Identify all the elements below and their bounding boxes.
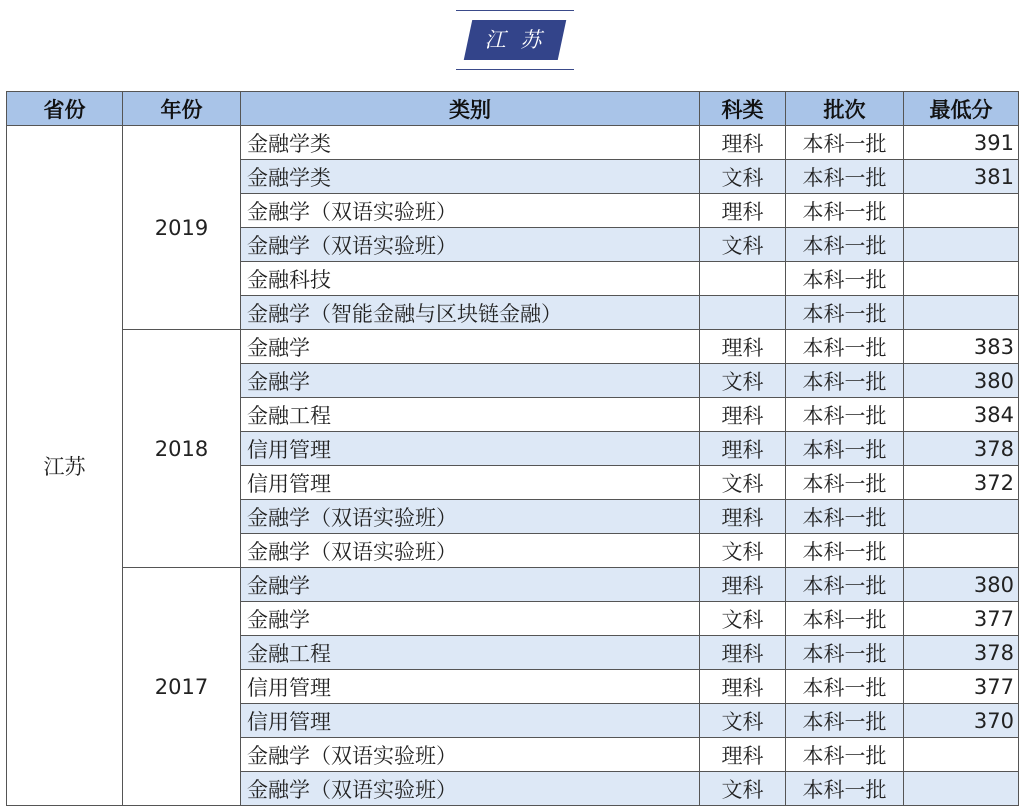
- category-cell: 金融学类: [241, 160, 700, 194]
- batch-cell: 本科一批: [786, 432, 904, 466]
- subject-cell: 理科: [700, 500, 786, 534]
- batch-cell: 本科一批: [786, 500, 904, 534]
- batch-cell: 本科一批: [786, 194, 904, 228]
- subject-cell: 文科: [700, 602, 786, 636]
- table-body: [7, 126, 1019, 806]
- category-cell: 金融学: [241, 330, 700, 364]
- min-score-cell: [904, 738, 1019, 772]
- subject-cell: 理科: [700, 194, 786, 228]
- min-score-cell: 381: [904, 160, 1019, 194]
- category-cell: 金融工程: [241, 636, 700, 670]
- year-cell: 2018: [123, 330, 241, 568]
- min-score-cell: 378: [904, 636, 1019, 670]
- header-year: 年份: [123, 92, 241, 126]
- min-score-cell: [904, 194, 1019, 228]
- batch-cell: 本科一批: [786, 738, 904, 772]
- subject-cell: 理科: [700, 738, 786, 772]
- table-row: [7, 330, 1019, 364]
- year-cell: 2017: [123, 568, 241, 806]
- subject-cell: 理科: [700, 670, 786, 704]
- batch-cell: 本科一批: [786, 126, 904, 160]
- header-min-score: 最低分: [904, 92, 1019, 126]
- batch-cell: 本科一批: [786, 568, 904, 602]
- table-row: [7, 568, 1019, 602]
- min-score-cell: 380: [904, 364, 1019, 398]
- subject-cell: 理科: [700, 398, 786, 432]
- subject-cell: 理科: [700, 330, 786, 364]
- subject-cell: 理科: [700, 126, 786, 160]
- subject-cell: 文科: [700, 160, 786, 194]
- admission-score-table: [6, 91, 1019, 806]
- subject-cell: [700, 262, 786, 296]
- banner-title: 江 苏: [484, 28, 546, 52]
- subject-cell: 文科: [700, 534, 786, 568]
- category-cell: 金融学（智能金融与区块链金融）: [241, 296, 700, 330]
- header-subject: 科类: [700, 92, 786, 126]
- category-cell: 金融学: [241, 602, 700, 636]
- subject-cell: 文科: [700, 364, 786, 398]
- min-score-cell: 378: [904, 432, 1019, 466]
- category-cell: 金融工程: [241, 398, 700, 432]
- min-score-cell: [904, 296, 1019, 330]
- header-batch: 批次: [786, 92, 904, 126]
- min-score-cell: 370: [904, 704, 1019, 738]
- batch-cell: 本科一批: [786, 772, 904, 806]
- min-score-cell: 380: [904, 568, 1019, 602]
- category-cell: 信用管理: [241, 432, 700, 466]
- subject-cell: [700, 296, 786, 330]
- batch-cell: 本科一批: [786, 670, 904, 704]
- year-cell: 2019: [123, 126, 241, 330]
- subject-cell: 理科: [700, 432, 786, 466]
- batch-cell: 本科一批: [786, 296, 904, 330]
- subject-cell: 文科: [700, 466, 786, 500]
- batch-cell: 本科一批: [786, 466, 904, 500]
- banner-bottom-rule: [456, 69, 574, 70]
- category-cell: 金融学（双语实验班）: [241, 500, 700, 534]
- table-row: [7, 126, 1019, 160]
- subject-cell: 文科: [700, 704, 786, 738]
- min-score-cell: [904, 772, 1019, 806]
- category-cell: 金融学: [241, 364, 700, 398]
- min-score-cell: 383: [904, 330, 1019, 364]
- batch-cell: 本科一批: [786, 534, 904, 568]
- batch-cell: 本科一批: [786, 160, 904, 194]
- batch-cell: 本科一批: [786, 330, 904, 364]
- min-score-cell: 372: [904, 466, 1019, 500]
- batch-cell: 本科一批: [786, 364, 904, 398]
- category-cell: 信用管理: [241, 704, 700, 738]
- table-header-row: [7, 92, 1019, 126]
- batch-cell: 本科一批: [786, 636, 904, 670]
- title-banner: [456, 10, 574, 70]
- category-cell: 金融学: [241, 568, 700, 602]
- category-cell: 金融学（双语实验班）: [241, 534, 700, 568]
- min-score-cell: [904, 500, 1019, 534]
- province-cell: 江苏: [7, 126, 123, 806]
- category-cell: 金融科技: [241, 262, 700, 296]
- batch-cell: 本科一批: [786, 228, 904, 262]
- subject-cell: 文科: [700, 228, 786, 262]
- min-score-cell: 377: [904, 670, 1019, 704]
- category-cell: 金融学（双语实验班）: [241, 738, 700, 772]
- min-score-cell: 377: [904, 602, 1019, 636]
- header-category: 类别: [241, 92, 700, 126]
- batch-cell: 本科一批: [786, 602, 904, 636]
- header-province: 省份: [7, 92, 123, 126]
- min-score-cell: 391: [904, 126, 1019, 160]
- batch-cell: 本科一批: [786, 262, 904, 296]
- subject-cell: 理科: [700, 568, 786, 602]
- min-score-cell: [904, 262, 1019, 296]
- category-cell: 金融学（双语实验班）: [241, 228, 700, 262]
- category-cell: 金融学类: [241, 126, 700, 160]
- category-cell: 金融学（双语实验班）: [241, 772, 700, 806]
- min-score-cell: 384: [904, 398, 1019, 432]
- min-score-cell: [904, 534, 1019, 568]
- banner-top-rule: [456, 10, 574, 11]
- category-cell: 信用管理: [241, 670, 700, 704]
- subject-cell: 理科: [700, 636, 786, 670]
- min-score-cell: [904, 228, 1019, 262]
- category-cell: 信用管理: [241, 466, 700, 500]
- batch-cell: 本科一批: [786, 398, 904, 432]
- category-cell: 金融学（双语实验班）: [241, 194, 700, 228]
- batch-cell: 本科一批: [786, 704, 904, 738]
- subject-cell: 文科: [700, 772, 786, 806]
